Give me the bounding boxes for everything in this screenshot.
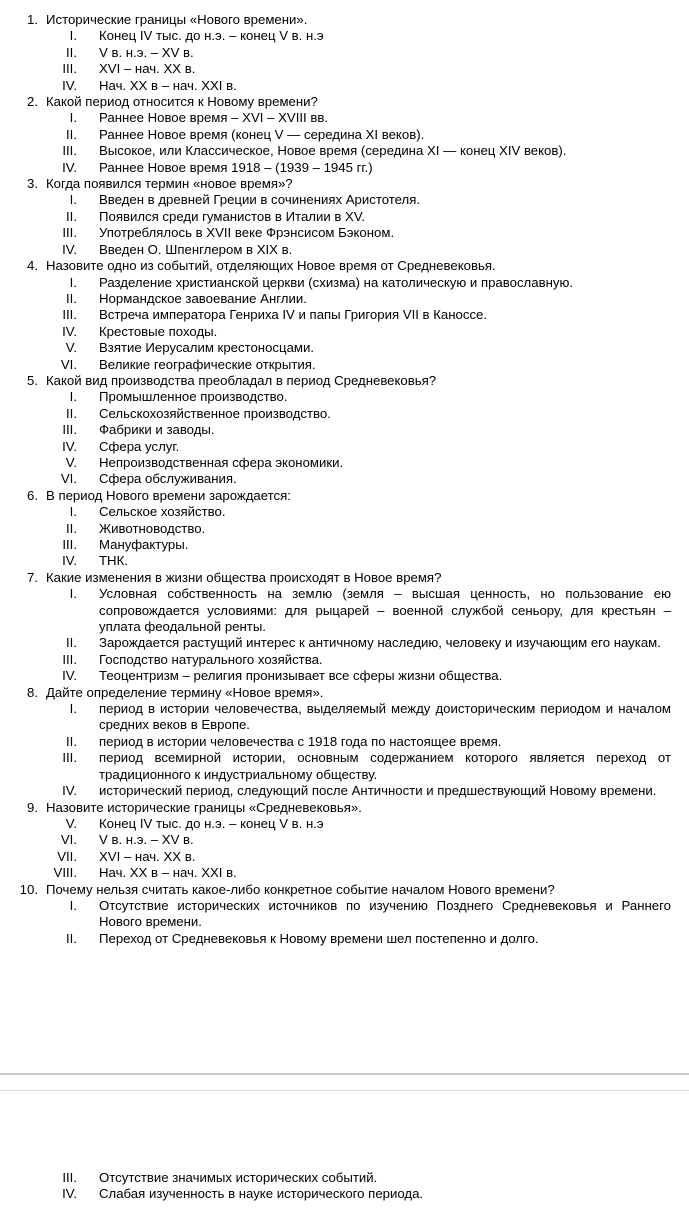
answer-number: III. bbox=[62, 1170, 77, 1185]
question bbox=[0, 12, 689, 28]
answer-number: IV. bbox=[62, 323, 77, 339]
question bbox=[0, 176, 689, 192]
answer-text: Введен О. Шпенглером в XIX в. bbox=[99, 241, 293, 257]
question-text: Назовите одно из событий, отделяющих Новое время от Средневековья. bbox=[46, 258, 496, 274]
question-text: Какой вид производства преобладал в период Средневековья? bbox=[46, 372, 437, 388]
answer-text: Взятие Иерусалим крестоносцами. bbox=[99, 340, 315, 356]
question-text: Какой период относится к Новому времени? bbox=[46, 94, 318, 110]
answer-number: I. bbox=[69, 274, 77, 290]
answer-number: V. bbox=[65, 815, 77, 831]
answer-number: II. bbox=[66, 126, 77, 142]
answer-option bbox=[0, 504, 689, 520]
question-number: 6. bbox=[27, 487, 38, 503]
answer-option bbox=[0, 357, 689, 373]
answer-text: V в. н.э. – XV в. bbox=[99, 832, 194, 848]
answer-text: период в истории человечества, выделяемый между доисторическим периодом и началом средних веков в Европе. bbox=[99, 701, 671, 733]
answer-number: II. bbox=[66, 520, 77, 536]
answer-number: IV. bbox=[62, 159, 77, 175]
answer-option bbox=[0, 783, 689, 799]
answer-text: период всемирной истории, основным содержанием которого является переход от традиционного к индустриальному обществу. bbox=[99, 750, 671, 782]
question-text: В период Нового времени зарождается: bbox=[46, 487, 291, 503]
answer-option bbox=[0, 291, 689, 307]
answer-text: Раннее Новое время 1918 – (1939 – 1945 гг.) bbox=[99, 159, 373, 175]
answer-text: Животноводство. bbox=[99, 520, 206, 536]
answer-text: Слабая изученность в науке исторического периода. bbox=[99, 1186, 424, 1202]
answer-text: Появился среди гуманистов в Италии в XV. bbox=[99, 208, 366, 224]
question-text: Когда появился термин «новое время»? bbox=[46, 176, 293, 192]
answer-option bbox=[0, 143, 689, 159]
answer-option bbox=[0, 865, 689, 881]
question-number: 4. bbox=[27, 258, 38, 274]
answer-number: I. bbox=[69, 701, 77, 717]
question-text: Какие изменения в жизни общества происходят в Новое время? bbox=[46, 569, 442, 585]
question-text: Назовите исторические границы «Средневековья». bbox=[46, 799, 362, 815]
answer-text: Теоцентризм – религия пронизывает все сферы жизни общества. bbox=[99, 668, 503, 684]
answer-number: IV. bbox=[62, 553, 77, 569]
answer-number: IV. bbox=[62, 1186, 77, 1202]
answer-text: Отсутствие значимых исторических событий. bbox=[99, 1170, 378, 1185]
answer-number: III. bbox=[62, 225, 77, 241]
answer-option bbox=[0, 849, 689, 865]
answer-number: IV. bbox=[62, 241, 77, 257]
question-number: 5. bbox=[27, 372, 38, 388]
answer-number: II. bbox=[66, 208, 77, 224]
answer-number: II. bbox=[66, 930, 77, 946]
answer-text: Мануфактуры. bbox=[99, 537, 189, 552]
answer-text: Конец IV тыс. до н.э. – конец V в. н.э bbox=[99, 28, 324, 44]
answer-number: III. bbox=[62, 143, 77, 159]
answer-option bbox=[0, 750, 689, 783]
answer-text: Фабрики и заводы. bbox=[99, 422, 215, 438]
answer-option bbox=[0, 209, 689, 225]
answer-text: Раннее Новое время – XVI – XVIII вв. bbox=[99, 110, 329, 126]
answer-number: VI. bbox=[60, 832, 77, 848]
question-text: Почему нельзя считать какое-либо конкретное событие началом Нового времени? bbox=[46, 881, 555, 897]
question-number: 3. bbox=[27, 176, 38, 192]
answer-option bbox=[0, 225, 689, 241]
answer-text: период в истории человечества с 1918 года по настоящее время. bbox=[99, 733, 502, 749]
answer-option bbox=[0, 422, 689, 438]
answer-number: IV. bbox=[62, 438, 77, 454]
answer-option bbox=[0, 110, 689, 126]
answer-option bbox=[0, 586, 689, 635]
answer-number: II. bbox=[66, 44, 77, 60]
answer-number: I. bbox=[69, 897, 77, 913]
answer-option bbox=[0, 61, 689, 77]
answer-option bbox=[0, 931, 689, 947]
answer-option bbox=[0, 1186, 689, 1202]
answer-number: III. bbox=[62, 61, 77, 77]
question-number: 10. bbox=[19, 881, 38, 897]
answer-text: XVI – нач. XX в. bbox=[99, 61, 196, 77]
answer-text: Непроизводственная сфера экономики. bbox=[99, 454, 344, 470]
answer-text: Конец IV тыс. до н.э. – конец V в. н.э bbox=[99, 815, 324, 831]
answer-number: IV. bbox=[62, 668, 77, 684]
answer-number: VIII. bbox=[53, 865, 77, 881]
answer-option bbox=[0, 553, 689, 569]
question-text: Исторические границы «Нового времени». bbox=[46, 12, 308, 27]
answer-text: Сельское хозяйство. bbox=[99, 504, 226, 520]
page-divider bbox=[0, 1073, 689, 1075]
question-text: Дайте определение термину «Новое время». bbox=[46, 684, 324, 700]
answer-option bbox=[0, 1170, 689, 1186]
answer-option bbox=[0, 242, 689, 258]
answer-option bbox=[0, 439, 689, 455]
question bbox=[0, 882, 689, 898]
answer-option bbox=[0, 471, 689, 487]
answer-text: Господство натурального хозяйства. bbox=[99, 651, 323, 667]
answer-option bbox=[0, 192, 689, 208]
answer-option bbox=[0, 45, 689, 61]
answer-text: ТНК. bbox=[99, 553, 128, 569]
question bbox=[0, 94, 689, 110]
answer-number: VI. bbox=[60, 471, 77, 487]
answer-option bbox=[0, 537, 689, 553]
answer-option bbox=[0, 160, 689, 176]
question-number: 9. bbox=[27, 799, 38, 815]
answer-option bbox=[0, 652, 689, 668]
answer-text: Промышленное производство. bbox=[99, 389, 288, 405]
answer-number: III. bbox=[62, 422, 77, 438]
answer-option bbox=[0, 734, 689, 750]
answer-text: Переход от Средневековья к Новому времени шел постепенно и долго. bbox=[99, 930, 539, 946]
answer-text: Отсутствие исторических источников по изучению Позднего Средневековья и Раннего Нового времени. bbox=[99, 897, 671, 930]
answer-number: V. bbox=[65, 454, 77, 470]
question-number: 1. bbox=[27, 12, 38, 27]
document-continuation bbox=[0, 1170, 689, 1203]
answer-number: I. bbox=[69, 192, 77, 208]
answer-option bbox=[0, 127, 689, 143]
answer-option bbox=[0, 816, 689, 832]
question bbox=[0, 488, 689, 504]
answer-text: Крестовые походы. bbox=[99, 323, 218, 339]
answer-text: Встреча императора Генриха IV и папы Григория VII в Каноссе. bbox=[99, 307, 488, 323]
answer-text: V в. н.э. – XV в. bbox=[99, 44, 194, 60]
answer-number: V. bbox=[65, 340, 77, 356]
answer-text: Великие географические открытия. bbox=[99, 356, 316, 372]
answer-option bbox=[0, 78, 689, 94]
answer-text: Нормандское завоевание Англии. bbox=[99, 290, 307, 306]
answer-option bbox=[0, 340, 689, 356]
page-divider-shadow bbox=[0, 1090, 689, 1091]
answer-option bbox=[0, 307, 689, 323]
answer-number: II. bbox=[66, 635, 77, 651]
question bbox=[0, 258, 689, 274]
question-number: 7. bbox=[27, 569, 38, 585]
answer-number: IV. bbox=[62, 783, 77, 799]
answer-number: IV. bbox=[62, 77, 77, 93]
answer-option bbox=[0, 701, 689, 734]
answer-number: II. bbox=[66, 733, 77, 749]
answer-option bbox=[0, 635, 689, 651]
answer-text: Зарождается растущий интерес к античному наследию, человеку и изучающим его наукам. bbox=[99, 635, 661, 651]
answer-number: III. bbox=[62, 750, 77, 766]
question-number: 2. bbox=[27, 94, 38, 110]
answer-text: XVI – нач. XX в. bbox=[99, 848, 196, 864]
answer-text: Нач. XX в – нач. XXI в. bbox=[99, 77, 237, 93]
answer-option bbox=[0, 28, 689, 44]
document-body bbox=[0, 12, 689, 947]
answer-text: исторический период, следующий после Античности и предшествующий Новому времени. bbox=[99, 783, 657, 799]
answer-text: Употреблялось в XVII веке Фрэнсисом Бэконом. bbox=[99, 225, 395, 241]
answer-option bbox=[0, 521, 689, 537]
question bbox=[0, 373, 689, 389]
answer-text: Высокое, или Классическое, Новое время (середина XI — конец XIV веков). bbox=[99, 143, 567, 159]
answer-text: Сфера услуг. bbox=[99, 438, 180, 454]
answer-text: Нач. XX в – нач. XXI в. bbox=[99, 865, 237, 881]
answer-number: III. bbox=[62, 307, 77, 323]
question-number: 8. bbox=[27, 684, 38, 700]
answer-option bbox=[0, 668, 689, 684]
answer-number: VI. bbox=[60, 356, 77, 372]
answer-option bbox=[0, 406, 689, 422]
answer-number: II. bbox=[66, 290, 77, 306]
answer-number: I. bbox=[69, 389, 77, 405]
answer-text: Сфера обслуживания. bbox=[99, 471, 237, 487]
answer-number: III. bbox=[62, 537, 77, 552]
answer-number: III. bbox=[62, 651, 77, 667]
answer-number: I. bbox=[69, 110, 77, 126]
answer-number: II. bbox=[66, 405, 77, 421]
answer-text: Раннее Новое время (конец V — середина XI веков). bbox=[99, 126, 425, 142]
answer-option bbox=[0, 275, 689, 291]
answer-option bbox=[0, 898, 689, 931]
answer-option bbox=[0, 455, 689, 471]
answer-number: I. bbox=[69, 586, 77, 602]
answer-text: Введен в древней Греции в сочинениях Аристотеля. bbox=[99, 192, 421, 208]
answer-text: Сельскохозяйственное производство. bbox=[99, 405, 331, 421]
question bbox=[0, 800, 689, 816]
answer-number: VII. bbox=[57, 848, 77, 864]
question bbox=[0, 685, 689, 701]
answer-text: Условная собственность на землю (земля – высшая ценность, но пользование ею сопровождается условиями: для рыцарей – военной службой сеньору, для крестьян – уплата феодальной ренты. bbox=[99, 586, 671, 635]
answer-option bbox=[0, 324, 689, 340]
question bbox=[0, 570, 689, 586]
answer-text: Разделение христианской церкви (схизма) на католическую и православную. bbox=[99, 274, 574, 290]
answer-number: I. bbox=[69, 504, 77, 520]
answer-option bbox=[0, 389, 689, 405]
answer-option bbox=[0, 832, 689, 848]
answer-number: I. bbox=[69, 28, 77, 44]
